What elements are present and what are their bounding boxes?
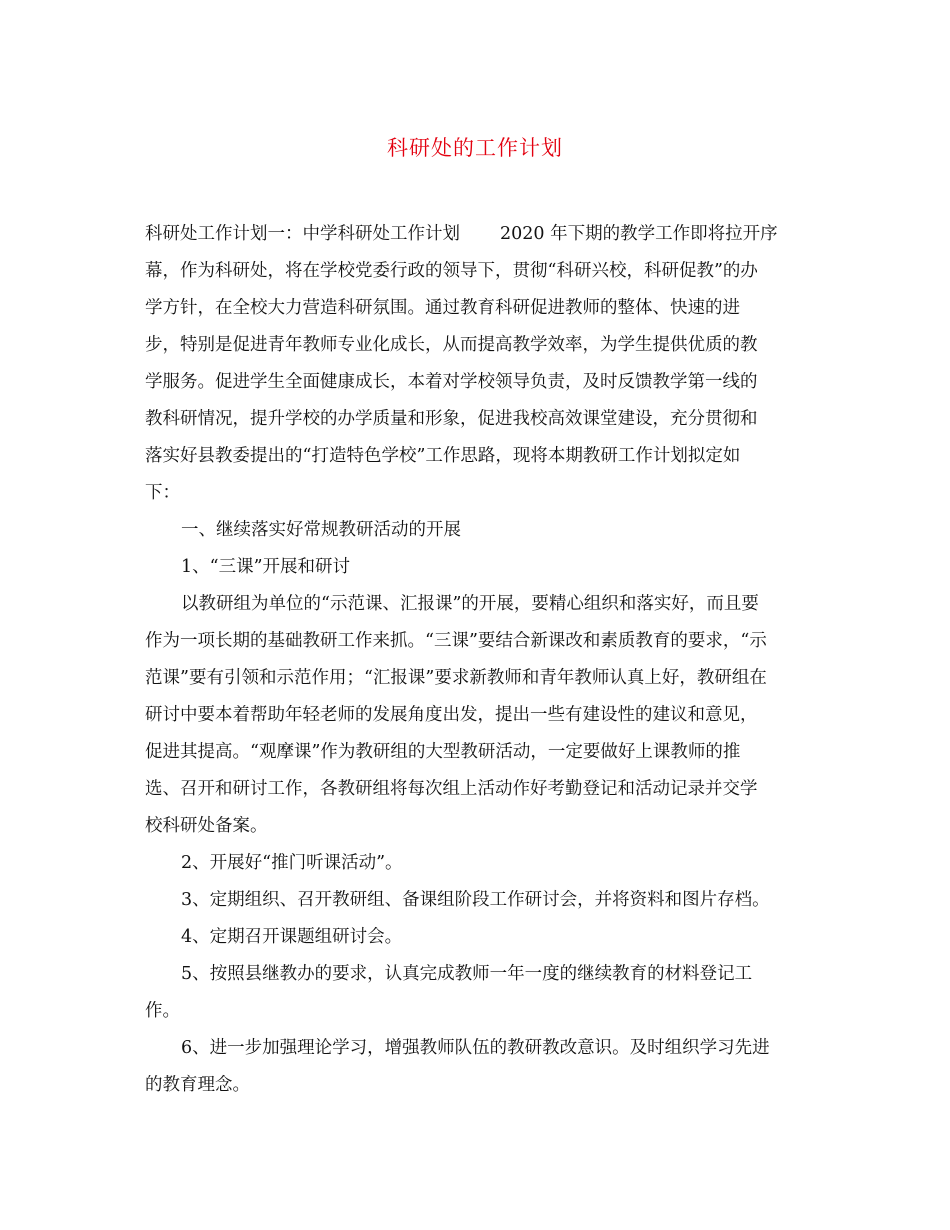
item-6-line-2: 的教育理念。 [145,1075,250,1095]
document-body [145,220,809,1100]
intro-line-3: 学方针，在全校大力营造科研氛围。通过教育科研促进教师的整体、快速的进 [145,298,740,318]
item-5-line-1: 5、按照县继教办的要求，认真完成教师一年一度的继续教育的材料登记工 [181,964,753,984]
intro-line-2: 幕，作为科研处，将在学校党委行政的领导下，贯彻“科研兴校，科研促教”的办 [145,261,758,281]
intro-line-7: 落实好县教委提出的“打造特色学校”工作思路，现将本期教研工作计划拟定如 [145,446,741,466]
intro-line-4: 步，特别是促进青年教师专业化成长，从而提高教学效率，为学生提供优质的教 [145,335,758,355]
item-1-line-7: 校科研处备案。 [145,816,268,836]
item-1-line-4: 研讨中要本着帮助年轻老师的发展角度出发，提出一些有建设性的建议和意见， [145,705,758,725]
item-5-line-2: 作。 [145,1001,180,1021]
document-title: 科研处的工作计划 [387,136,563,160]
item-4: 4、定期召开课题组研讨会。 [181,927,403,947]
item-3: 3、定期组织、召开教研组、备课组阶段工作研讨会，并将资料和图片存档。 [181,890,770,910]
intro-line-1 [145,220,809,249]
item-1-line-6: 选、召开和研讨工作，各教研组将每次组上活动作好考勤登记和活动记录并交学 [145,779,758,799]
item-1-line-3: 范课”要有引领和示范作用；“汇报课”要求新教师和青年教师认真上好，教研组在 [145,668,767,688]
item-1-line-2: 作为一项长期的基础教研工作来抓。“三课”要结合新课改和素质教育的要求，“示 [145,631,767,651]
intro-text-1: 2020 年下期的教学工作即将拉开序 [500,224,778,244]
intro-line-8: 下： [145,483,180,503]
item-1-heading: 1、“三课”开展和研讨 [181,557,351,577]
item-1-line-5: 促进其提高。“观摩课”作为教研组的大型教研活动，一定要做好上课教师的推 [145,742,741,762]
item-6-line-1: 6、进一步加强理论学习，增强教师队伍的教研教改意识。及时组织学习先进 [181,1038,770,1058]
section-heading-1: 一、继续落实好常规教研活动的开展 [181,520,461,540]
intro-line-5: 学服务。促进学生全面健康成长，本着对学校领导负责，及时反馈教学第一线的 [145,372,758,392]
intro-heading: 科研处工作计划一：中学科研处工作计划 [145,224,460,244]
item-1-line-1: 以教研组为单位的“示范课、汇报课”的开展，要精心组织和落实好，而且要 [181,594,759,614]
intro-line-6: 教科研情况，提升学校的办学质量和形象，促进我校高效课堂建设，充分贯彻和 [145,409,758,429]
item-2: 2、开展好“推门听课活动”。 [181,853,403,873]
